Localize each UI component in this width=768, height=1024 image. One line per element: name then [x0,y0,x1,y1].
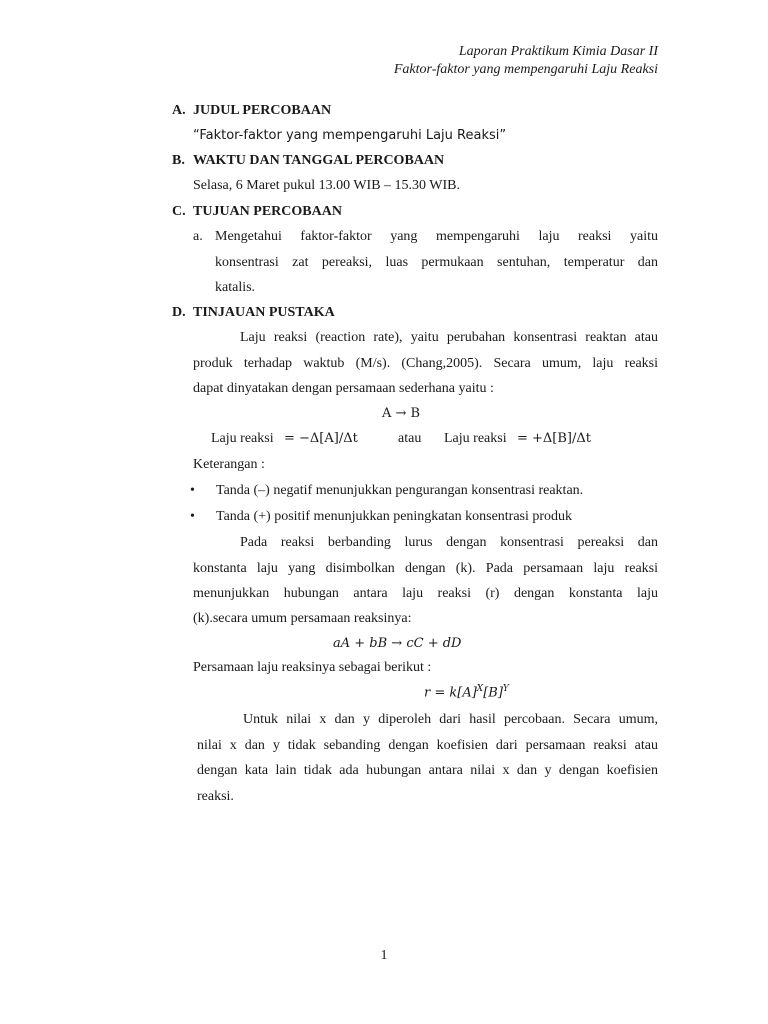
rate-right-label: Laju reaksi [444,431,507,446]
equation-rate-law [424,684,509,700]
section-a-title: JUDUL PERCOBAAN [193,103,332,118]
section-c-item-line-1: Mengetahui faktor-faktor yang mempengaruhi laju reaksi yaitu [215,229,658,244]
section-b-letter: B. [172,153,185,168]
section-b-content: Selasa, 6 Maret pukul 13.00 WIB – 15.30 WIB. [193,178,461,193]
section-a-content: “Faktor-faktor yang mempengaruhi Laju Reaksi” [193,128,507,143]
section-c-item-line-3: katalis. [215,280,256,295]
section-a-letter: A. [172,103,186,118]
section-b-title: WAKTU DAN TANGGAL PERCOBAAN [193,153,445,168]
section-d-title: TINJAUAN PUSTAKA [193,305,335,320]
section-d-letter: D. [172,305,186,320]
para2-line-1: Pada reaksi berbanding lurus dengan konsentrasi pereaksi dan [240,535,658,550]
para2-line-2: konstanta laju yang disimbolkan dengan (k). Pada persamaan laju reaksi [193,561,658,576]
para1-line-3: dapat dinyatakan dengan persamaan sederhana yaitu : [193,381,494,396]
bullet-dot-2: • [190,509,195,524]
rate-law-base: r = k[A] [424,685,477,701]
rate-left-expression: = −Δ[A]/Δt [284,431,358,446]
para3-line-4: reaksi. [197,789,234,804]
para3-line-3: dengan kata lain tidak ada hubungan antara nilai x dan y dengan koefisien [197,763,658,778]
persamaan-label: Persamaan laju reaksinya sebagai berikut : [193,660,432,675]
keterangan-label: Keterangan : [193,457,265,472]
bullet-item-2: Tanda (+) positif menunjukkan peningkatan konsentrasi produk [216,509,573,524]
para2-line-3: menunjukkan hubungan antara laju reaksi (r) dengan konstanta laju [193,586,658,601]
section-c-letter: C. [172,204,186,219]
header-report-title: Laporan Praktikum Kimia Dasar II [458,44,658,59]
rate-right-expression: = +Δ[B]/Δt [517,431,591,446]
section-c-item-line-2: konsentrasi zat pereaksi, luas permukaan sentuhan, temperatur dan [215,255,658,270]
rate-left-label: Laju reaksi [211,431,274,446]
bullet-item-1: Tanda (–) negatif menunjukkan pengurangan konsentrasi reaktan. [216,483,584,498]
para3-line-2: nilai x dan y tidak sebanding dengan koefisien dari persamaan reaksi atau [197,738,658,753]
para1-line-2: produk terhadap waktub (M/s). (Chang,2005). Secara umum, laju reaksi [193,356,658,371]
rate-law-exponent-x: X [476,684,484,694]
rate-atau: atau [398,431,422,446]
rate-law-b: [B] [483,685,503,701]
equation-a-to-b: A → B [382,406,421,421]
section-c-item-marker: a. [193,229,203,244]
bullet-dot-1: • [190,483,195,498]
equation-general-reaction: aA + bB → cC + dD [333,636,462,651]
rate-law-exponent-y: Y [502,684,509,694]
para2-line-4: (k).secara umum persamaan reaksinya: [193,611,412,626]
header-topic: Faktor-faktor yang mempengaruhi Laju Reaksi [393,62,658,77]
section-c-title: TUJUAN PERCOBAAN [193,204,342,219]
para1-line-1: Laju reaksi (reaction rate), yaitu perubahan konsentrasi reaktan atau [240,330,658,345]
page-number: 1 [380,948,388,963]
para3-line-1: Untuk nilai x dan y diperoleh dari hasil percobaan. Secara umum, [243,712,658,727]
